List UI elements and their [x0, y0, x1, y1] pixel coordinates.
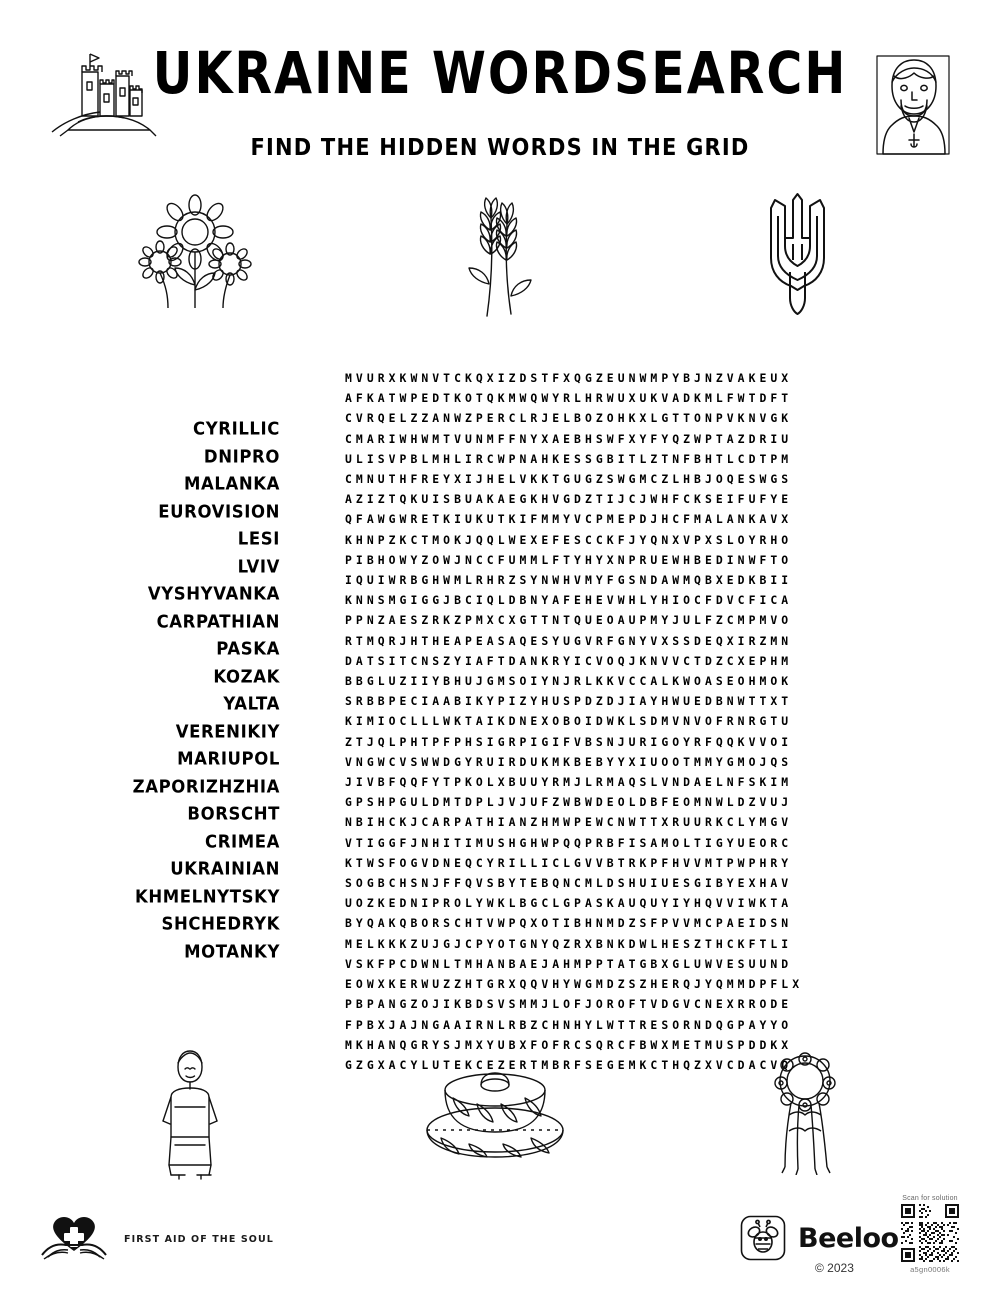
- word-list-items: [70, 415, 280, 965]
- grid-row: CVRQELZZANWZPERCLRJELBOZOHKXLGTTONPVKNVGK: [345, 411, 793, 426]
- qr-section: [890, 1195, 970, 1274]
- list-item: LESI: [237, 528, 280, 549]
- grid-row: BBGLUZIIYBHUJGMSOIYNJRLKKVCCALKWOASEOHMOK: [345, 674, 793, 689]
- beeloo-brand: [740, 1215, 899, 1261]
- folk-costume-person-icon: [145, 1045, 235, 1180]
- bee-logo-icon: [740, 1215, 786, 1261]
- list-item: EUROVISION: [158, 501, 280, 521]
- list-item: UKRAINIAN: [170, 858, 280, 879]
- grid-row: SOGBCHSNJFFQVSBYTEBQNCMLDSHUIUESGIBYEXHAV: [345, 876, 793, 891]
- grid-row: FPBXJAJNGAAIRNLRBZCHNHYLWTTRESORNDQGPAYYO: [345, 1017, 793, 1032]
- list-item: VERENIKIY: [175, 721, 280, 741]
- grid-row: QFAWGWRETKIUKUTKIFMMYVCPMEPDJHCFMALANKAVX: [345, 512, 793, 527]
- list-item: DNIPRO: [203, 446, 280, 466]
- list-item: YALTA: [223, 693, 280, 714]
- swallows-nest-castle-icon: [38, 42, 158, 137]
- grid-row: MKHANQGRYSJMXYUBXFOFRCSQRCFBWXMETMUSPDDKX: [345, 1037, 793, 1052]
- grid-row: AZIZTQKUISBUAKAEGKHVGDZTIJCJWHFCKSEIFUFYE: [345, 492, 793, 507]
- list-item: MALANKA: [183, 473, 280, 494]
- grid-row: MVURXKWNVTCKQXIZDSTFXQGZEUNWMPYBJNZVAKEUX: [345, 371, 793, 385]
- grid-row: UOZKEDNIPROLYWKLBGCLGPASKAUQUYIYHQVVIWKTA: [345, 896, 793, 911]
- grid-row: CMARIWHWMTVUNMFFNYXAEBHSWFXYFYQZWPTAZDRIU: [345, 431, 793, 446]
- grid-row: GPSHPGULDMTDPLJVJUFZWBWDEOLDBFEOMNWLDZVUJ: [345, 795, 793, 810]
- flower-wreath-icon: [745, 1045, 865, 1175]
- grid-row: VSKFPCDWNLTMHANBAEJAHMPPTATGBXGLUWVESUUND: [345, 956, 793, 971]
- qr-label: Scan for solution: [902, 1195, 958, 1202]
- list-item: ZAPORIZHZHIA: [132, 776, 280, 796]
- list-item: SHCHEDRYK: [161, 913, 280, 934]
- grid-row: KHNPZKCTMOKJQQLWEXEFESCCKFJYQNXVPXSLOYRHO: [345, 532, 793, 547]
- grid-row: ZTJQLPHTPFPHSIGRPIGIFVBSNJURIGOYRFQQKVVOI: [345, 734, 793, 749]
- list-item: CRIMEA: [204, 831, 280, 851]
- heart-hands-icon: [38, 1213, 110, 1265]
- brand-name: Beeloo: [798, 1222, 899, 1254]
- wheat-icon: [445, 188, 555, 323]
- decorative-illustrations: [0, 190, 1000, 330]
- copyright-text: © 2023: [815, 1261, 854, 1275]
- grid-row: KNNSMGIGGJBCIQLDBNYAFEHEVWHLYHIOCFDVCFICA: [345, 593, 793, 608]
- wordsearch-grid: [345, 368, 970, 1075]
- list-item: LVIV: [237, 556, 280, 576]
- grid-row: JIVBFQQFYTPKOLXBUUYRMJLRMAQSLVNDAELNFSKIM: [345, 775, 793, 790]
- grid-row: EOWXKERWUZZHTGRXQQVHYWGMDZSZHERQJYQMMDPFLX: [345, 977, 804, 992]
- list-item: VYSHYVANKA: [147, 583, 280, 604]
- grid-row: RTMQRJHTHEAPEASAQESYUGVRFGNYVXSSDEQXIRZMN: [345, 633, 793, 648]
- grid-row: PPNZAESZRKZPMXCXGTTNTQUEOAUPMYJULFZCMPMVO: [345, 613, 793, 628]
- grid-row: PIBHOWYZOWJNCCFUMMLFTYHYXNPRUEWHBEDINWFTO: [345, 552, 793, 567]
- grid-row: CMNUTHFREYXIJHELVKKTGUGZSWGMCZLHBJOQESWGS: [345, 472, 793, 487]
- first-aid-branding: [38, 1213, 274, 1265]
- list-item: BORSCHT: [187, 803, 280, 824]
- list-item: MOTANKY: [184, 941, 280, 961]
- grid-row: SRBBPECIAABIKYPIZYHUSPDZDJIAYHWUEDBNWTTXT: [345, 694, 793, 709]
- grid-row: ULISVPBLMHLIRCWPNAHKESSGBITLZTNFBHTLCDTPM: [345, 451, 793, 466]
- list-item: MARIUPOL: [177, 748, 280, 769]
- sunflower-icon: [120, 190, 270, 310]
- trident-emblem-icon: [740, 186, 855, 321]
- grid-row: DATSITCNSZYIAFTDANKRYICVOQJKNVVCTDZCXEPHM: [345, 653, 793, 668]
- page-footer: [0, 1195, 1000, 1294]
- page-subtitle: FIND THE HIDDEN WORDS IN THE GRID: [250, 133, 750, 161]
- grid-row: IQUIWRBGHWMLRHRZSYNWHVMYFGSNDAWMQBXEDKBII: [345, 573, 793, 588]
- grid-row: KTWSFOGVDNEQCYRILLICLGVVBTRKPFHVVMTPWPHRY: [345, 855, 793, 870]
- grid-row: AFKATWPEDTKOTQKMWQWYRLHRWUXUKVADKMLFWTDFT: [345, 391, 793, 406]
- grid-row: PBPANGZOJIKBDSVSMMJLOFJOROFTVDGVCNEXRRODE: [345, 997, 793, 1012]
- grid-row: GZGXACYLUTEKCEZERTMBRFSEGEMKCTHQZXVCDACVQ: [345, 1057, 793, 1072]
- grid-row: KIMIOCLLLWKTAIKDNEXOBOIDWKLSDMVNVOFRNRGTU: [345, 714, 793, 729]
- footer-tagline: FIRST AID OF THE SOUL: [124, 1233, 274, 1245]
- page-title: UKRAINE WORDSEARCH: [152, 40, 848, 108]
- list-item: KOZAK: [213, 666, 280, 686]
- qr-code-icon[interactable]: [901, 1204, 959, 1262]
- list-item: CYRILLIC: [193, 418, 280, 439]
- grid-row: VNGWCVSWWDGYRUIRDUKMKBEBYYXIUOOTMMYGMOJQS: [345, 754, 793, 769]
- list-item: KHMELNYTSKY: [134, 886, 280, 906]
- list-item: PASKA: [216, 638, 280, 659]
- paska-bread-icon: [395, 1060, 595, 1165]
- list-item: CARPATHIAN: [156, 611, 280, 631]
- ukrainian-man-icon: [839, 46, 964, 161]
- grid-row: VTIGGFJNHITIMUSHGHWPQQPRBFISAMOLTIGYUEORC: [345, 835, 793, 850]
- word-list: [70, 415, 280, 965]
- grid-row: NBIHCKJCARPATHIANZHMWPEWCNWTTXRUURKCLYMGV: [345, 815, 793, 830]
- qr-id: a5gn0006k: [910, 1265, 950, 1274]
- grid-row: BYQAKQBORSCHTVWPQXOTIBHNMDZSFPVVMCPAEIDSN: [345, 916, 793, 931]
- grid-row: MELKKKZUJGJCPYOTGNYQZRXBNKDWLHESZTHCKFTLI: [345, 936, 793, 951]
